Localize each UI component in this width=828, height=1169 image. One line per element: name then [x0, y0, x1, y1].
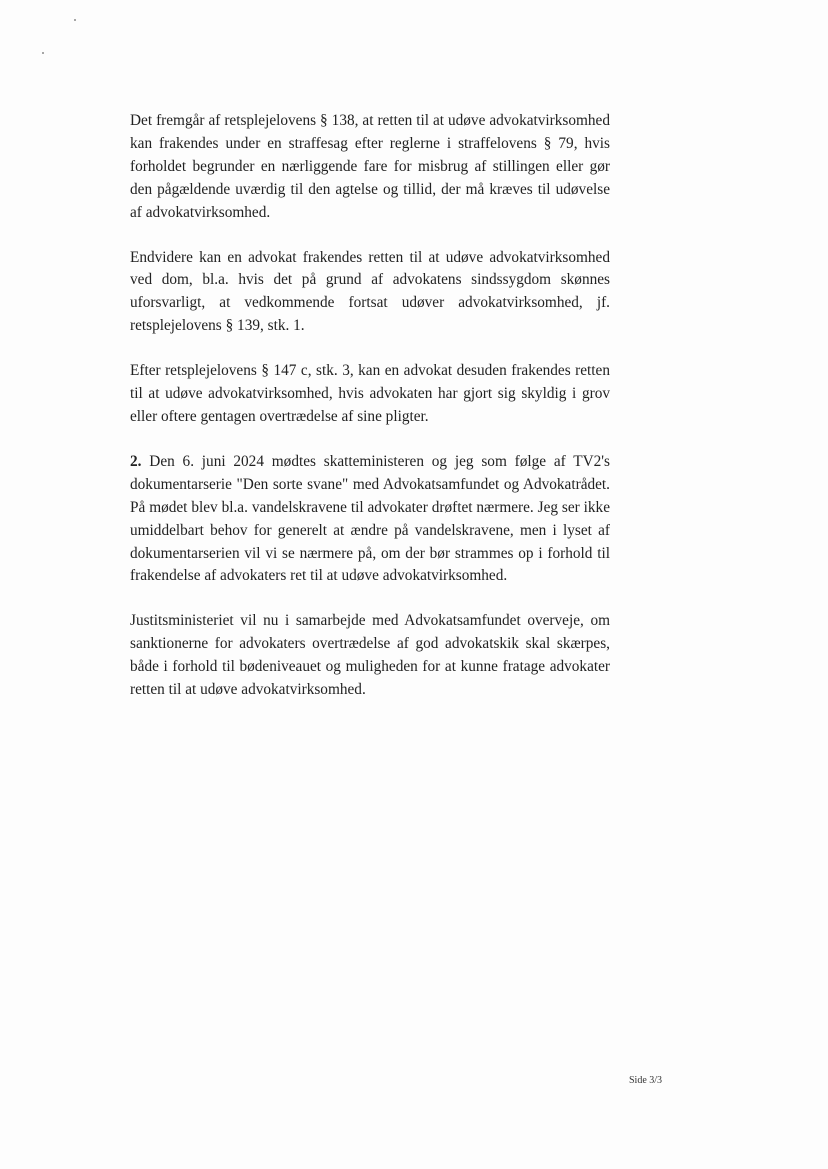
paragraph-text: Det fremgår af retsplejelovens § 138, at retten til at udøve advokatvirksomhed kan frakendes under en straffesag efter reglerne i straffelovens § 79, hvis forholdet begrunder en nærliggende fare for misbrug af stillingen eller gør den pågældende uværdig til den agtelse og tillid, der må kræves til udøvelse af advokatvirksomhed.: [130, 112, 610, 221]
scan-speck: [42, 52, 44, 54]
paragraph-4: [130, 451, 610, 588]
scan-speck: [74, 19, 76, 21]
page-number: Side 3/3: [629, 1075, 663, 1086]
paragraph-text: Den 6. juni 2024 mødtes skatteministeren og jeg som følge af TV2's dokumentarserie "Den sorte svane" med Advokatsamfundet og Advokatrådet. På mødet blev bl.a. vandelskravene til advokater drøftet nærmere. Jeg ser ikke umiddelbart behov for generelt at ændre på vandelskravene, men i lyset af dokumentarserien vil vi se nærmere på, om der bør strammes op i forhold til frakendelse af advokaters ret til at udøve advokatvirksomhed.: [130, 452, 610, 585]
paragraph-3: [130, 360, 610, 429]
paragraph-5: [130, 610, 610, 702]
paragraph-text: Justitsministeriet vil nu i samarbejde med Advokatsamfundet overveje, om sanktionerne for advokaters overtrædelse af god advokatskik skal skærpes, både i forhold til bødeniveauet og muligheden for at kunne fratage advokater retten til at udøve advokatvirksomhed.: [130, 612, 610, 699]
document-body: [130, 110, 610, 724]
paragraph-2: [130, 247, 610, 339]
paragraph-text: Efter retsplejelovens § 147 c, stk. 3, kan en advokat desuden frakendes retten til at udøve advokatvirksomhed, hvis advokaten har gjort sig skyldig i grov eller oftere gentagen overtrædelse af sine pligter.: [130, 362, 610, 425]
section-number: 2.: [130, 452, 142, 470]
paragraph-text: Endvidere kan en advokat frakendes retten til at udøve advokatvirksomhed ved dom, bl.a. hvis det på grund af advokatens sindssygdom skønnes uforsvarligt, at vedkommende fortsat udøver advokatvirksomhed, jf. retsplejelovens § 139, stk. 1.: [130, 248, 610, 335]
paragraph-1: [130, 110, 610, 225]
